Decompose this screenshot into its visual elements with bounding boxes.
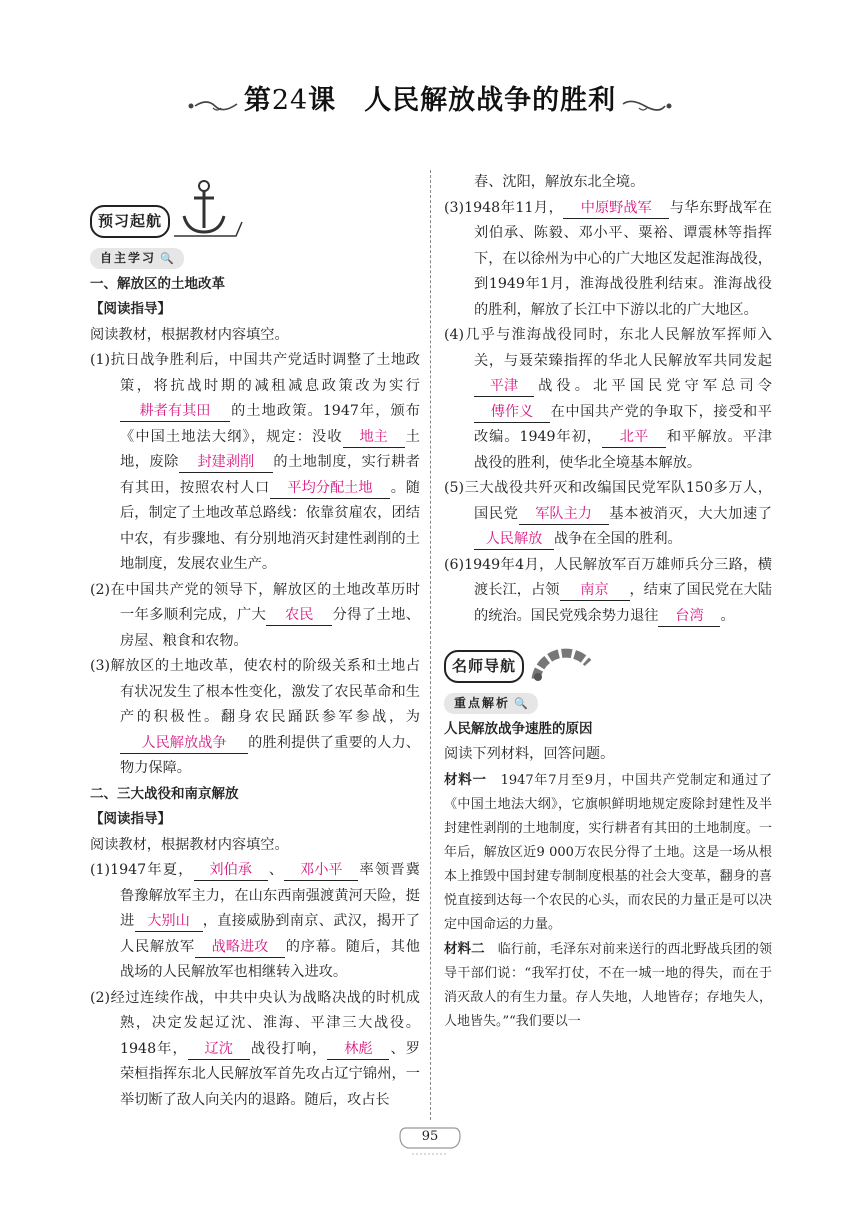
answer-blank[interactable]: 林彪 [327,1039,389,1060]
answer-blank[interactable]: 傅作义 [474,402,550,423]
swirl-ornament-right-icon [621,96,675,114]
section-heading-land-reform: 一、解放区的土地改革 [90,275,225,292]
answer-blank[interactable]: 辽沈 [188,1039,250,1060]
magnifier-icon: 🔍 [514,697,530,710]
answer-blank[interactable]: 人民解放战争 [120,733,248,754]
section-heading-three-campaigns: 二、三大战役和南京解放 [90,785,239,802]
self-study-tag: 自主学习 🔍 [90,248,184,269]
answer-blank[interactable]: 北平 [602,427,666,448]
answer-blank[interactable]: 人民解放 [474,529,554,550]
preview-banner [90,174,420,238]
lesson-title: 第24课 人民解放战争的胜利 [243,85,617,116]
page-title-bar [0,78,860,117]
topic-heading: 人民解放战争速胜的原因 [444,720,593,737]
question-1-2: (2)在中国共产党的领导下，解放区的土地改革历时一年多顺利完成，广大 农民 分得了土地、房屋、粮食和农物。 [90,581,420,649]
key-analysis-tag: 重点解析 🔍 [444,693,538,714]
question-2-5: (5)三大战役共歼灭和改编国民党军队150多万人，国民党 军队主力 基本被消灭，大大加速了人民解放 战争在全国的胜利。 [444,476,772,553]
answer-blank[interactable]: 邓小平 [284,860,358,881]
answer-blank[interactable]: 平均分配土地 [270,478,390,499]
teacher-guide-banner-label: 名师导航 [444,650,524,684]
answer-blank[interactable]: 封建剥削 [179,452,273,473]
material-2: 材料二 临行前，毛泽东对前来送行的西北野战兵团的领导干部们说：“我军打仗，不在一城一地的得失，而在于消灭敌人的有生力量。存人失地，人地皆存；存地失人，人地皆失。”“我们要以一 [444,940,772,1029]
column-divider [430,170,431,1120]
right-column [444,170,772,1034]
question-1-1: (1)抗日战争胜利后，中国共产党适时调整了土地政策，将抗战时期的减租减息政策改为实行耕者有其田 的土地政策。1947年，颁布《中国土地法大纲》，规定：没收 地主 土地，废除 封建剥削 的土地制度，实行耕者有其田，按照农村人口 平均分配土地 。随后，制定了土地改革总路线：依靠贫雇农，团结中农，有步骤地、有分别地消灭封建性剥削的土地制度，发展农业生产。 [90,352,420,572]
question-2-2: (2)经过连续作战，中共中央认为战略决战的时机成熟，决定发起辽沈、淮海、平津三大战役。1948年， 辽沈 战役打响， 林彪 、罗荣桓指挥东北人民解放军首先攻占辽宁锦州，一举切断了敌人向关内的退路。随后，攻占长 [90,989,420,1108]
answer-blank[interactable]: 中原野战军 [563,198,669,219]
instruction-text: 阅读教材，根据教材内容填空。 [90,326,289,343]
question-1-3: (3)解放区的土地改革，使农村的阶级关系和土地占有状况发生了根本性变化，激发了农民革命和生产的积极性。翻身农民踊跃参军参战，为人民解放战争 的胜利提供了重要的人力、物力保障。 [90,658,420,776]
answer-blank[interactable]: 战略进攻 [195,937,285,958]
material-label: 材料一 [444,771,487,788]
question-2-6: (6)1949年4月，人民解放军百万雄师兵分三路，横渡长江，占领 南京 ，结束了国民党在大陆的统治。国民党残余势力退往 台湾 。 [444,553,772,630]
answer-blank[interactable]: 大别山 [135,911,203,932]
answer-blank[interactable]: 台湾 [658,606,720,627]
material-1: 材料一 1947年7月至9月，中国共产党制定和通过了《中国土地法大纲》，它旗帜鲜明地规定废除封建性及半封建性剥削的土地制度，实行耕者有其田的土地制度。一年后，解放区近9 000万农民分得了土地。这是一场从根本上推毁中国封建专制制度根基的社会大变革，翻身的喜悦直接到达每一个农民的心头，而农民的力量正是可以决定中国命运的力量。 [444,771,772,932]
question-2-4: (4)几乎与淮海战役同时，东北人民解放军挥师入关，与聂荣臻指挥的华北人民解放军共同发起平津 战役。北平国民党守军总司令傅作义 在中国共产党的争取下，接受和平改编。1949年初， 北平 和平解放。平津战役的胜利，使华北全境基本解放。 [444,327,772,471]
instruction-text: 阅读教材，根据教材内容填空。 [90,836,289,853]
instruction-text: 阅读下列材料，回答问题。 [444,746,615,762]
answer-blank[interactable]: 地主 [343,427,405,448]
anchor-icon [174,178,244,238]
answer-blank[interactable]: 农民 [266,605,332,626]
question-2-3: (3)1948年11月， 中原野战军 与华东野战军在刘伯承、陈毅、邓小平、粟裕、谭震林等指挥下，在以徐州为中心的广大地区发起淮海战役，到1949年1月，淮海战役胜利结束。淮海战役的胜利，解放了长江中下游以北的广大地区。 [444,199,772,318]
answer-blank[interactable]: 刘伯承 [194,860,268,881]
answer-blank[interactable]: 平津 [474,376,534,397]
reading-guide-label: 【阅读指导】 [90,301,171,317]
question-2-1: (1)1947年夏， 刘伯承 、 邓小平 率领晋冀鲁豫解放军主力，在山东西南强渡黄河天险，挺进 大别山 ，直接威胁到南京、武汉，揭开了人民解放军 战略进攻 的序幕。随后，其他战场的人民解放军也相继转入进攻。 [90,862,420,980]
answer-blank[interactable]: 耕者有其田 [120,401,230,422]
teacher-guide-banner [444,635,772,683]
left-column [90,170,420,1113]
gauge-icon [528,639,596,683]
answer-blank[interactable]: 南京 [560,580,630,601]
swirl-ornament-left-icon [185,96,239,114]
magnifier-icon: 🔍 [160,252,176,265]
reading-guide-label: 【阅读指导】 [90,811,171,827]
page-number: 95 [398,1124,462,1158]
material-label: 材料二 [444,940,485,957]
answer-blank[interactable]: 军队主力 [519,504,609,525]
question-2-2-continued: 春、沈阳，解放东北全境。 [474,174,645,190]
preview-banner-label: 预习起航 [90,205,170,239]
